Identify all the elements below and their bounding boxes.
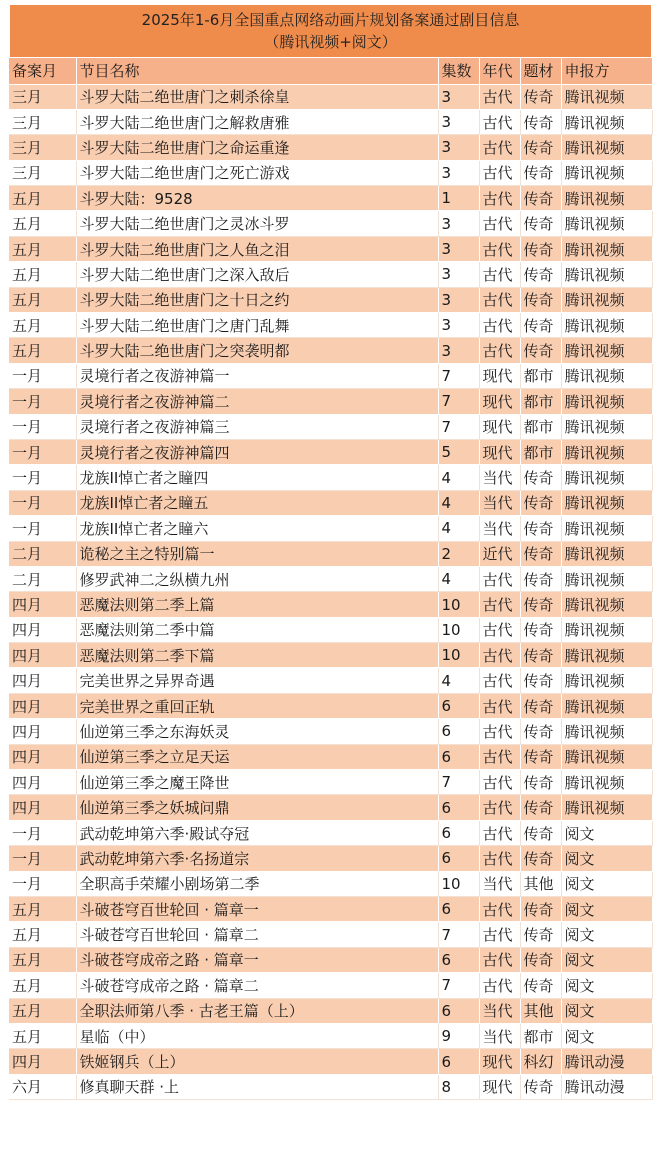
cell-applicant: 腾讯动漫 [561,1074,652,1099]
cell-applicant: 腾讯视频 [561,287,652,312]
cell-applicant: 阅文 [561,922,652,947]
cell-month: 四月 [9,1049,76,1074]
cell-applicant: 腾讯视频 [561,135,652,160]
cell-month: 五月 [9,236,76,261]
cell-title: 仙逆第三季之立足天运 [76,744,438,769]
table-row [9,516,652,541]
cell-applicant: 腾讯视频 [561,643,652,668]
cell-genre: 都市 [520,439,561,464]
cell-episodes: 10 [438,592,479,617]
cell-era: 当代 [479,490,520,515]
cell-title: 斗破苍穹百世轮回 · 篇章一 [76,897,438,922]
cell-era: 古代 [479,973,520,998]
cell-era: 现代 [479,1074,520,1099]
cell-month: 五月 [9,313,76,338]
cell-genre: 传奇 [520,287,561,312]
cell-episodes: 3 [438,262,479,287]
cell-title: 斗破苍穹成帝之路 · 篇章二 [76,973,438,998]
cell-title: 恶魔法则第二季上篇 [76,592,438,617]
cell-genre: 传奇 [520,820,561,845]
cell-genre: 传奇 [520,770,561,795]
cell-episodes: 6 [438,846,479,871]
cell-title: 诡秘之主之特别篇一 [76,541,438,566]
cell-applicant: 腾讯视频 [561,516,652,541]
cell-month: 一月 [9,465,76,490]
cell-episodes: 3 [438,236,479,261]
table-title-line1: 2025年1-6月全国重点网络动画片规划备案通过剧目信息 [141,11,520,29]
cell-era: 古代 [479,236,520,261]
records-table [9,58,653,1100]
cell-era: 古代 [479,313,520,338]
table-row [9,1074,652,1099]
cell-episodes: 6 [438,693,479,718]
cell-title: 恶魔法则第二季下篇 [76,643,438,668]
table-row [9,262,652,287]
cell-episodes: 3 [438,338,479,363]
table-header-row [9,58,652,84]
cell-era: 当代 [479,516,520,541]
table-row [9,236,652,261]
cell-applicant: 腾讯视频 [561,592,652,617]
cell-month: 五月 [9,922,76,947]
cell-applicant: 阅文 [561,947,652,972]
cell-episodes: 6 [438,998,479,1023]
cell-era: 古代 [479,643,520,668]
cell-applicant: 腾讯视频 [561,719,652,744]
cell-month: 四月 [9,770,76,795]
cell-month: 五月 [9,998,76,1023]
cell-applicant: 腾讯视频 [561,109,652,134]
cell-title: 龙族II悼亡者之瞳五 [76,490,438,515]
cell-month: 四月 [9,719,76,744]
cell-month: 一月 [9,389,76,414]
cell-title: 灵境行者之夜游神篇三 [76,414,438,439]
cell-applicant: 腾讯视频 [561,160,652,185]
cell-era: 现代 [479,1049,520,1074]
cell-title: 斗罗大陆二绝世唐门之解救唐雅 [76,109,438,134]
cell-title: 斗罗大陆二绝世唐门之人鱼之泪 [76,236,438,261]
cell-title: 斗罗大陆二绝世唐门之刺杀徐皇 [76,84,438,109]
cell-genre: 传奇 [520,135,561,160]
cell-applicant: 阅文 [561,897,652,922]
cell-applicant: 阅文 [561,1023,652,1048]
table-row [9,871,652,896]
cell-month: 五月 [9,947,76,972]
cell-episodes: 7 [438,414,479,439]
header-title: 节目名称 [76,58,438,84]
cell-applicant: 腾讯视频 [561,668,652,693]
cell-title: 龙族II悼亡者之瞳四 [76,465,438,490]
cell-title: 仙逆第三季之妖城问鼎 [76,795,438,820]
cell-episodes: 7 [438,922,479,947]
cell-genre: 都市 [520,363,561,388]
cell-applicant: 腾讯视频 [561,414,652,439]
cell-month: 一月 [9,871,76,896]
table-row [9,566,652,591]
cell-genre: 传奇 [520,973,561,998]
cell-genre: 传奇 [520,922,561,947]
cell-month: 四月 [9,592,76,617]
cell-episodes: 6 [438,820,479,845]
cell-genre: 都市 [520,1023,561,1048]
cell-episodes: 4 [438,668,479,693]
cell-era: 古代 [479,617,520,642]
cell-era: 古代 [479,820,520,845]
cell-episodes: 4 [438,516,479,541]
cell-month: 五月 [9,287,76,312]
table-row [9,1049,652,1074]
cell-month: 一月 [9,516,76,541]
cell-episodes: 3 [438,84,479,109]
cell-era: 古代 [479,770,520,795]
table-row [9,84,652,109]
cell-title: 仙逆第三季之东海妖灵 [76,719,438,744]
cell-title: 斗罗大陆二绝世唐门之突袭明都 [76,338,438,363]
cell-genre: 传奇 [520,643,561,668]
table-row [9,490,652,515]
cell-applicant: 阅文 [561,846,652,871]
cell-era: 古代 [479,947,520,972]
cell-title: 全职高手荣耀小剧场第二季 [76,871,438,896]
table-row [9,973,652,998]
cell-month: 一月 [9,414,76,439]
cell-episodes: 6 [438,744,479,769]
table-row [9,693,652,718]
cell-era: 当代 [479,998,520,1023]
cell-applicant: 阅文 [561,871,652,896]
cell-era: 古代 [479,846,520,871]
cell-genre: 传奇 [520,490,561,515]
cell-genre: 传奇 [520,1074,561,1099]
cell-genre: 传奇 [520,693,561,718]
table-row [9,465,652,490]
cell-title: 灵境行者之夜游神篇四 [76,439,438,464]
cell-applicant: 腾讯视频 [561,795,652,820]
cell-applicant: 腾讯视频 [561,363,652,388]
table-row [9,795,652,820]
table-row [9,135,652,160]
cell-title: 斗破苍穹成帝之路 · 篇章一 [76,947,438,972]
cell-title: 斗罗大陆二绝世唐门之命运重逢 [76,135,438,160]
cell-episodes: 5 [438,439,479,464]
cell-genre: 传奇 [520,719,561,744]
cell-month: 四月 [9,795,76,820]
table-row [9,186,652,211]
table-row [9,922,652,947]
cell-episodes: 7 [438,973,479,998]
table-row [9,414,652,439]
cell-applicant: 腾讯视频 [561,770,652,795]
cell-applicant: 腾讯动漫 [561,1049,652,1074]
table-row [9,719,652,744]
cell-month: 四月 [9,617,76,642]
cell-genre: 传奇 [520,541,561,566]
cell-applicant: 腾讯视频 [561,211,652,236]
cell-title: 灵境行者之夜游神篇二 [76,389,438,414]
table-row [9,668,652,693]
cell-title: 斗罗大陆二绝世唐门之死亡游戏 [76,160,438,185]
cell-episodes: 6 [438,947,479,972]
cell-era: 现代 [479,414,520,439]
table-row [9,897,652,922]
cell-applicant: 腾讯视频 [561,338,652,363]
table-sheet [9,4,652,1100]
cell-episodes: 4 [438,465,479,490]
cell-episodes: 3 [438,135,479,160]
cell-month: 五月 [9,211,76,236]
cell-genre: 传奇 [520,668,561,693]
cell-month: 五月 [9,897,76,922]
cell-era: 古代 [479,897,520,922]
cell-genre: 其他 [520,871,561,896]
cell-era: 古代 [479,135,520,160]
cell-month: 一月 [9,846,76,871]
cell-applicant: 腾讯视频 [561,617,652,642]
cell-episodes: 7 [438,363,479,388]
cell-era: 古代 [479,922,520,947]
table-row [9,1023,652,1048]
cell-era: 古代 [479,84,520,109]
cell-title: 修罗武神二之纵横九州 [76,566,438,591]
cell-applicant: 腾讯视频 [561,693,652,718]
cell-genre: 传奇 [520,211,561,236]
cell-episodes: 10 [438,617,479,642]
cell-episodes: 3 [438,211,479,236]
cell-month: 五月 [9,338,76,363]
cell-genre: 传奇 [520,84,561,109]
cell-genre: 传奇 [520,846,561,871]
table-row [9,998,652,1023]
cell-genre: 传奇 [520,236,561,261]
table-row [9,389,652,414]
table-row [9,338,652,363]
table-title [9,4,652,58]
cell-month: 三月 [9,160,76,185]
cell-month: 三月 [9,135,76,160]
cell-title: 龙族II悼亡者之瞳六 [76,516,438,541]
cell-month: 一月 [9,490,76,515]
cell-genre: 传奇 [520,109,561,134]
header-month: 备案月 [9,58,76,84]
cell-era: 古代 [479,693,520,718]
table-row [9,287,652,312]
cell-genre: 传奇 [520,262,561,287]
cell-title: 修真聊天群 ·上 [76,1074,438,1099]
cell-genre: 传奇 [520,186,561,211]
cell-genre: 科幻 [520,1049,561,1074]
cell-era: 古代 [479,287,520,312]
table-row [9,770,652,795]
cell-month: 六月 [9,1074,76,1099]
cell-month: 四月 [9,693,76,718]
cell-title: 斗罗大陆二绝世唐门之深入敌后 [76,262,438,287]
cell-title: 斗罗大陆二绝世唐门之十日之约 [76,287,438,312]
cell-episodes: 3 [438,287,479,312]
cell-genre: 传奇 [520,516,561,541]
cell-era: 现代 [479,439,520,464]
header-era: 年代 [479,58,520,84]
cell-month: 五月 [9,186,76,211]
cell-genre: 其他 [520,998,561,1023]
cell-episodes: 4 [438,490,479,515]
cell-genre: 传奇 [520,592,561,617]
cell-era: 古代 [479,566,520,591]
cell-genre: 传奇 [520,160,561,185]
cell-applicant: 腾讯视频 [561,84,652,109]
table-title-line2: （腾讯视频+阅文） [264,33,397,51]
cell-era: 现代 [479,389,520,414]
cell-applicant: 腾讯视频 [561,744,652,769]
table-row [9,846,652,871]
cell-episodes: 9 [438,1023,479,1048]
cell-month: 一月 [9,820,76,845]
cell-genre: 都市 [520,389,561,414]
cell-episodes: 3 [438,109,479,134]
cell-episodes: 3 [438,313,479,338]
cell-era: 古代 [479,186,520,211]
cell-title: 斗罗大陆二绝世唐门之灵冰斗罗 [76,211,438,236]
cell-applicant: 腾讯视频 [561,313,652,338]
cell-era: 古代 [479,795,520,820]
cell-episodes: 3 [438,160,479,185]
cell-era: 古代 [479,719,520,744]
cell-title: 武动乾坤第六季·名扬道宗 [76,846,438,871]
cell-episodes: 6 [438,719,479,744]
cell-episodes: 4 [438,566,479,591]
cell-episodes: 10 [438,871,479,896]
cell-genre: 传奇 [520,338,561,363]
table-row [9,160,652,185]
cell-applicant: 腾讯视频 [561,439,652,464]
cell-episodes: 10 [438,643,479,668]
cell-title: 仙逆第三季之魔王降世 [76,770,438,795]
table-row [9,439,652,464]
cell-title: 完美世界之异界奇遇 [76,668,438,693]
cell-episodes: 6 [438,1049,479,1074]
cell-genre: 传奇 [520,744,561,769]
cell-title: 星临（中） [76,1023,438,1048]
cell-applicant: 阅文 [561,820,652,845]
cell-month: 五月 [9,262,76,287]
table-row [9,109,652,134]
cell-era: 当代 [479,871,520,896]
cell-genre: 传奇 [520,795,561,820]
cell-episodes: 8 [438,1074,479,1099]
cell-month: 二月 [9,566,76,591]
cell-era: 当代 [479,465,520,490]
table-row [9,617,652,642]
cell-genre: 传奇 [520,313,561,338]
cell-month: 二月 [9,541,76,566]
cell-episodes: 2 [438,541,479,566]
header-episodes: 集数 [438,58,479,84]
cell-month: 三月 [9,109,76,134]
cell-era: 古代 [479,668,520,693]
cell-title: 恶魔法则第二季中篇 [76,617,438,642]
cell-applicant: 腾讯视频 [561,262,652,287]
header-applicant: 申报方 [561,58,652,84]
cell-episodes: 7 [438,770,479,795]
cell-genre: 传奇 [520,897,561,922]
cell-month: 三月 [9,84,76,109]
cell-era: 古代 [479,160,520,185]
cell-genre: 传奇 [520,947,561,972]
cell-month: 四月 [9,643,76,668]
cell-title: 斗罗大陆：9528 [76,186,438,211]
cell-title: 斗破苍穹百世轮回 · 篇章二 [76,922,438,947]
cell-era: 古代 [479,262,520,287]
cell-title: 灵境行者之夜游神篇一 [76,363,438,388]
cell-title: 武动乾坤第六季·殿试夺冠 [76,820,438,845]
cell-applicant: 阅文 [561,998,652,1023]
cell-month: 五月 [9,1023,76,1048]
header-genre: 题材 [520,58,561,84]
table-row [9,541,652,566]
cell-applicant: 腾讯视频 [561,566,652,591]
cell-applicant: 腾讯视频 [561,465,652,490]
cell-episodes: 6 [438,897,479,922]
table-row [9,313,652,338]
cell-applicant: 腾讯视频 [561,186,652,211]
cell-applicant: 腾讯视频 [561,236,652,261]
cell-title: 完美世界之重回正轨 [76,693,438,718]
cell-month: 四月 [9,744,76,769]
cell-title: 全职法师第八季 · 古老王篇（上） [76,998,438,1023]
cell-applicant: 腾讯视频 [561,541,652,566]
cell-genre: 都市 [520,414,561,439]
cell-episodes: 1 [438,186,479,211]
cell-applicant: 阅文 [561,973,652,998]
cell-month: 五月 [9,973,76,998]
cell-era: 古代 [479,592,520,617]
table-row [9,592,652,617]
table-row [9,947,652,972]
cell-episodes: 6 [438,795,479,820]
cell-month: 一月 [9,363,76,388]
table-row [9,744,652,769]
cell-episodes: 7 [438,389,479,414]
table-row [9,643,652,668]
cell-era: 近代 [479,541,520,566]
cell-applicant: 腾讯视频 [561,389,652,414]
cell-genre: 传奇 [520,465,561,490]
cell-applicant: 腾讯视频 [561,490,652,515]
cell-era: 当代 [479,1023,520,1048]
cell-era: 现代 [479,363,520,388]
cell-month: 一月 [9,439,76,464]
cell-genre: 传奇 [520,566,561,591]
table-row [9,363,652,388]
cell-title: 铁姬钢兵（上） [76,1049,438,1074]
table-row [9,820,652,845]
cell-era: 古代 [479,211,520,236]
table-row [9,211,652,236]
cell-title: 斗罗大陆二绝世唐门之唐门乱舞 [76,313,438,338]
cell-era: 古代 [479,109,520,134]
cell-era: 古代 [479,338,520,363]
cell-month: 四月 [9,668,76,693]
cell-genre: 传奇 [520,617,561,642]
cell-era: 古代 [479,744,520,769]
